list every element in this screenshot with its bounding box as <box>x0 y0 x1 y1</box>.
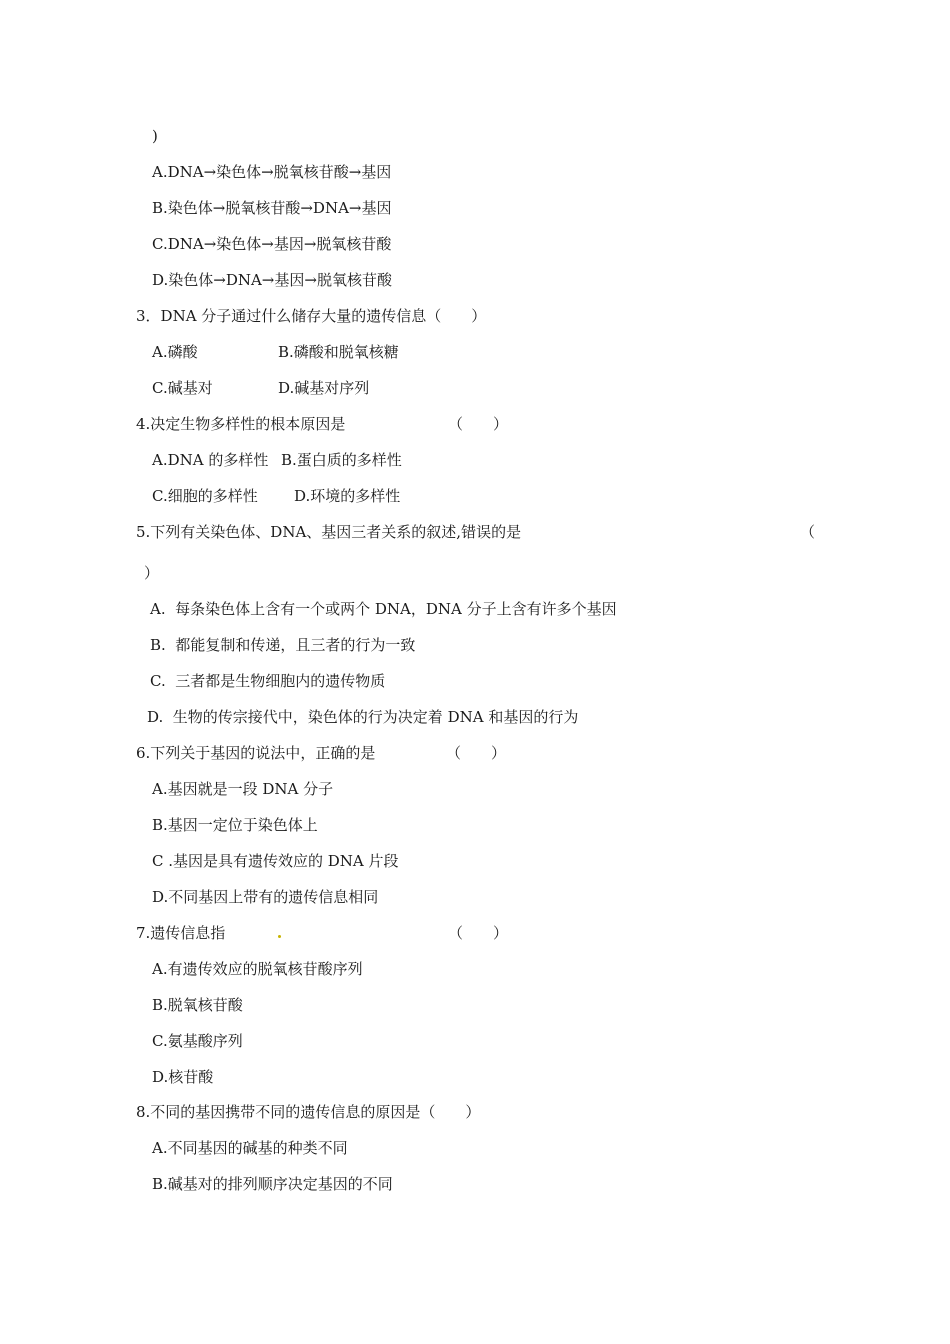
q6-option-c: C .基因是具有遗传效应的 DNA 片段 <box>152 852 399 870</box>
q5-option-d: D. 生物的传宗接代中，染色体的行为决定着 DNA 和基因的行为 <box>147 708 579 726</box>
q4-stem: 4.决定生物多样性的根本原因是 <box>136 415 346 433</box>
q5-paren-close: ） <box>144 564 160 582</box>
q3-stem: 3．DNA 分子通过什么储存大量的遗传信息（ ） <box>136 307 487 325</box>
q7-option-c: C.氨基酸序列 <box>152 1032 243 1050</box>
q4-option-a: A.DNA 的多样性 <box>152 451 269 469</box>
q2-option-b: B.染色体→脱氧核苷酸→DNA→基因 <box>152 199 392 217</box>
q4-answer-paren: （ ） <box>448 415 509 433</box>
q4-option-d: D.环境的多样性 <box>294 487 401 505</box>
q4-option-c: C.细胞的多样性 <box>152 487 258 505</box>
q5-option-b: B. 都能复制和传递，且三者的行为一致 <box>150 636 416 654</box>
q2-paren-close: ) <box>152 127 158 145</box>
q6-option-b: B.基因一定位于染色体上 <box>152 816 318 834</box>
q8-option-a: A.不同基因的碱基的种类不同 <box>152 1139 348 1157</box>
q7-stem: 7.遗传信息指 <box>136 924 226 942</box>
q2-option-c: C.DNA→染色体→基因→脱氧核苷酸 <box>152 235 392 253</box>
q7-answer-paren: （ ） <box>448 924 509 942</box>
q3-option-c: C.碱基对 <box>152 379 213 397</box>
q2-option-a: A.DNA→染色体→脱氧核苷酸→基因 <box>152 163 392 181</box>
q6-stem: 6.下列关于基因的说法中，正确的是 <box>136 744 376 762</box>
q5-stem: 5.下列有关染色体、DNA、基因三者关系的叙述,错误的是 <box>136 523 522 541</box>
q4-option-b: B.蛋白质的多样性 <box>281 451 402 469</box>
q5-option-a: A. 每条染色体上含有一个或两个 DNA，DNA 分子上含有许多个基因 <box>150 600 617 618</box>
q3-option-b: B.磷酸和脱氧核糖 <box>278 343 399 361</box>
q7-option-b: B.脱氧核苷酸 <box>152 996 243 1014</box>
q6-option-d: D.不同基因上带有的遗传信息相同 <box>152 888 379 906</box>
q8-stem: 8.不同的基因携带不同的遗传信息的原因是（ ） <box>136 1103 481 1121</box>
q6-option-a: A.基因就是一段 DNA 分子 <box>152 780 334 798</box>
q3-option-a: A.磷酸 <box>152 343 198 361</box>
stray-dot <box>278 935 281 938</box>
q3-option-d: D.碱基对序列 <box>278 379 370 397</box>
q7-option-a: A.有遗传效应的脱氧核苷酸序列 <box>152 960 363 978</box>
q7-option-d: D.核苷酸 <box>152 1068 214 1086</box>
q6-answer-paren: （ ） <box>446 744 507 762</box>
q2-option-d: D.染色体→DNA→基因→脱氧核苷酸 <box>152 271 392 289</box>
q5-option-c: C. 三者都是生物细胞内的遗传物质 <box>150 672 386 690</box>
q5-paren-open: （ <box>800 523 816 541</box>
q8-option-b: B.碱基对的排列顺序决定基因的不同 <box>152 1175 393 1193</box>
